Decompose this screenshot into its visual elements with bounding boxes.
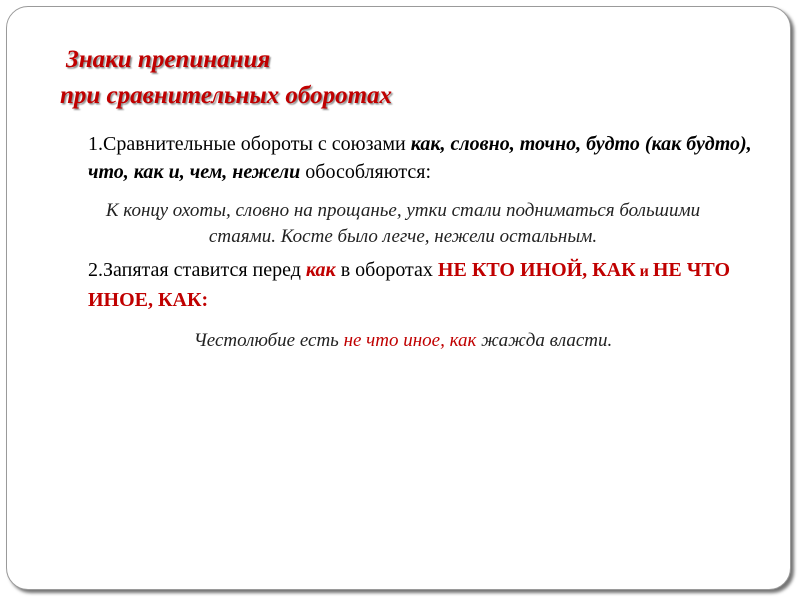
example-1: К концу охоты, словно на прощанье, утки стали подниматься большими стаями. Косте было легче, нежели остальным. bbox=[105, 200, 701, 247]
example-2-after: жажда власти. bbox=[476, 330, 613, 351]
rule-1-suffix: обособляются: bbox=[300, 161, 431, 183]
example-2-highlight: не что иное, как bbox=[343, 330, 477, 351]
example-2 bbox=[88, 328, 758, 354]
rule-2-kak: как bbox=[305, 259, 336, 281]
example-2-before: Честолюбие есть bbox=[193, 330, 344, 351]
slide-content bbox=[88, 130, 758, 354]
rule-1-prefix: 1.Сравнительные обороты с союзами bbox=[88, 133, 411, 155]
rule-2-and: и bbox=[635, 263, 653, 280]
rule-2-prefix: 2.Запятая ставится перед bbox=[88, 259, 306, 281]
rule-1-conjunctions: как, словно, точно, будто (как будто), что, как и, чем, нежели bbox=[88, 133, 752, 183]
title-line-1: Знаки препинания bbox=[66, 46, 271, 73]
rule-2-phrase-1: НЕ КТО ИНОЙ, КАК bbox=[437, 259, 636, 281]
title-line-2: при сравнительных оборотах bbox=[60, 82, 393, 109]
rule-2 bbox=[88, 256, 758, 314]
slide-title bbox=[60, 42, 620, 114]
rule-1 bbox=[88, 130, 758, 186]
rule-2-phrase-2: НЕ ЧТО ИНОЕ, КАК: bbox=[88, 259, 731, 311]
rule-2-middle: в оборотах bbox=[335, 259, 438, 281]
